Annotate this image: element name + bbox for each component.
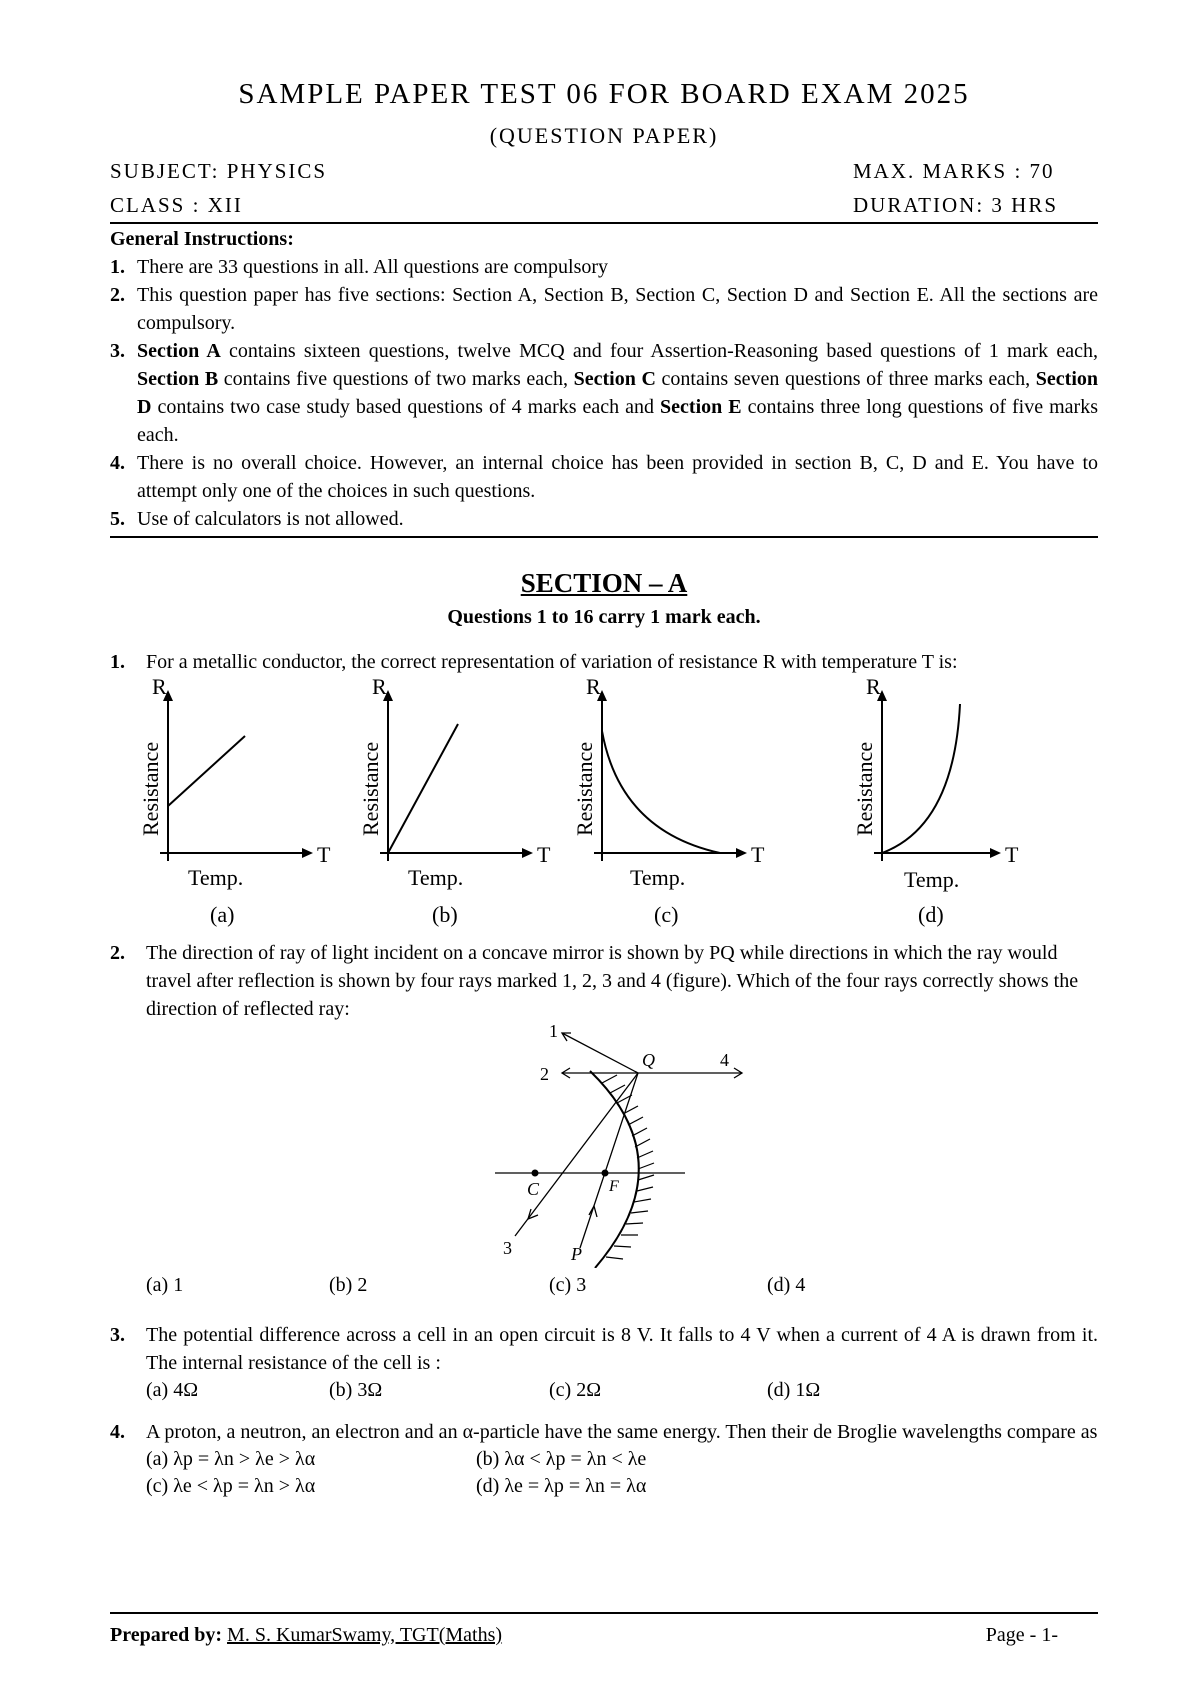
meta-row-2 [110,188,1098,222]
instruction-fragment: contains five questions of two marks each, [218,368,574,390]
question-4 [110,1418,1098,1446]
graph-caption: (d) [918,902,944,927]
y-axis-symbol: R [372,676,387,699]
instruction-item [110,449,1098,505]
x-axis-arrow [736,848,747,858]
curve [388,724,458,853]
instructions-list [110,253,1098,533]
paper-subtitle: (QUESTION PAPER) [489,123,719,148]
option-a[interactable]: (a) λp = λn > λe > λα [146,1448,316,1470]
instruction-fragment: contains seven questions of three marks each, [655,368,1036,390]
graph-caption: (c) [654,902,679,927]
x-axis-arrow [990,848,1001,858]
question-number: 2. [110,942,125,964]
x-axis-symbol: T [751,842,765,867]
section-c-ref: Section C [573,368,656,390]
author-name: M. S. KumarSwamy, TGT(Maths) [227,1624,503,1646]
label-p: P [571,1244,582,1264]
instruction-text: There is no overall choice. However, an internal choice has been provided in section B, C, D and E. You have to attempt only one of the choices in such questions. [137,452,1098,502]
paper-title: SAMPLE PAPER TEST 06 FOR BOARD EXAM 2025 [238,78,970,110]
header-divider [110,222,1098,224]
instructions-divider [110,536,1098,538]
graph-c [570,676,800,931]
question-number: 4. [110,1421,125,1443]
option-a[interactable]: (a) 1 [146,1274,184,1296]
option-c[interactable]: (c) 3 [549,1274,587,1296]
y-axis-label: Resistance [852,741,877,836]
page-footer [110,1612,1098,1647]
y-axis-label: Resistance [572,741,597,836]
curve [602,731,720,853]
graph-d [800,676,1098,931]
instruction-text: This question paper has five sections: Section A, Section B, Section C, Section D and Section E. All the sections are compulsory. [137,284,1098,334]
question-1 [110,648,1098,676]
x-axis-label: Temp. [188,865,244,890]
option-b[interactable]: (b) 2 [329,1274,368,1296]
question-3 [110,1321,1098,1377]
instruction-item [110,253,1098,281]
graph-caption: (a) [210,902,235,927]
label-ray-3: 3 [503,1238,512,1258]
option-d[interactable]: (d) 4 [767,1274,806,1296]
point-c [532,1170,539,1177]
instruction-item [110,337,1098,449]
x-axis-symbol: T [317,842,331,867]
instruction-fragment: contains three long questions of five marks each. [137,396,1098,446]
ray-3 [515,1073,638,1236]
meta-row-1 [110,154,1098,188]
question-text: For a metallic conductor, the correct representation of variation of resistance R with temperature T is: [146,651,958,673]
label-ray-2: 2 [540,1064,549,1084]
x-axis-arrow [302,848,313,858]
x-axis-label: Temp. [408,865,464,890]
section-e-ref: Section E [660,396,742,418]
question-2 [110,939,1098,1023]
option-c[interactable]: (c) 2Ω [549,1379,602,1401]
y-axis-symbol: R [866,676,881,699]
y-axis-label: Resistance [358,741,383,836]
duration: DURATION: 3 HRS [853,193,1059,217]
point-f [602,1170,609,1177]
question-text: A proton, a neutron, an electron and an α-particle have the same energy. Then their de Broglie wavelengths compare as [146,1421,1098,1443]
label-ray-4: 4 [720,1050,729,1070]
y-axis-symbol: R [152,676,167,699]
prepared-label: Prepared by: [110,1624,223,1646]
instructions-title: General Instructions: [110,228,294,250]
question-3-options [110,1377,1098,1404]
question-2-options [110,1272,1098,1299]
y-axis-symbol: R [586,676,601,699]
instruction-number: 4. [110,452,125,474]
question-4-options-row-1 [110,1446,1098,1473]
section-a-ref: Section A [137,340,221,362]
x-axis-arrow [522,848,533,858]
section-a-subtitle: Questions 1 to 16 carry 1 mark each. [447,606,761,628]
instruction-item [110,281,1098,337]
option-d[interactable]: (d) λe = λp = λn = λα [476,1475,647,1497]
label-ray-1: 1 [549,1023,558,1041]
section-a-title: SECTION – A [520,568,688,598]
option-c[interactable]: (c) λe < λp = λn > λα [146,1475,316,1497]
instruction-item [110,505,1098,533]
question-paper-page [110,70,1098,1500]
instruction-number: 5. [110,508,125,530]
x-axis-label: Temp. [630,865,686,890]
instruction-number: 2. [110,284,125,306]
incident-ray-pq [580,1073,638,1248]
question-number: 1. [110,651,125,673]
curve [168,736,245,806]
question-text: The direction of ray of light incident on a concave mirror is shown by PQ while directions in which the ray would travel after reflection is shown by four rays marked 1, 2, 3 and 4 (figure). Which of the four rays correctly shows the direction of reflected ray: [146,942,1079,1020]
curve [882,704,960,853]
graph-b [340,676,570,931]
footer-row [110,1624,1098,1647]
y-axis-label: Resistance [138,741,163,836]
section-d-ref: Section D [137,368,1099,418]
class: CLASS : XII [110,193,243,217]
instruction-number: 1. [110,256,125,278]
prepared-by [110,1624,502,1647]
label-c: C [527,1179,540,1199]
section-b-ref: Section B [137,368,219,390]
x-axis-label: Temp. [904,867,960,892]
graph-caption: (b) [432,902,458,927]
option-d[interactable]: (d) 1Ω [767,1379,821,1401]
resistance-temperature-graphs [110,676,1098,931]
option-b[interactable]: (b) 3Ω [329,1379,383,1401]
subject: SUBJECT: PHYSICS [110,159,328,183]
concave-mirror [590,1071,639,1268]
footer-divider [110,1612,1098,1614]
instruction-text: There are 33 questions in all. All questions are compulsory [137,256,609,278]
instruction-fragment: contains two case study based questions of 4 marks each and [151,396,661,418]
question-number: 3. [110,1324,125,1346]
option-b[interactable]: (b) λα < λp = λn < λe [476,1448,647,1470]
ray-1 [562,1033,638,1073]
concave-mirror-figure [110,1023,1098,1268]
instruction-fragment: contains sixteen questions, twelve MCQ and four Assertion-Reasoning based questions of 1 mark each, [220,340,1099,362]
page-number: Page - 1- [985,1624,1058,1646]
option-a[interactable]: (a) 4Ω [146,1379,199,1401]
instruction-text [137,337,1098,449]
x-axis-symbol: T [1005,842,1019,867]
label-f: F [609,1178,619,1195]
instruction-text: Use of calculators is not allowed. [137,508,404,530]
question-4-options-row-2 [110,1473,1098,1500]
graph-a [110,676,340,931]
question-text: The potential difference across a cell in an open circuit is 8 V. It falls to 4 V when a current of 4 A is drawn from it. The internal resistance of the cell is : [146,1324,1098,1374]
max-marks: MAX. MARKS : 70 [853,159,1055,183]
instruction-number: 3. [110,340,125,362]
label-q: Q [642,1050,655,1070]
x-axis-symbol: T [537,842,551,867]
